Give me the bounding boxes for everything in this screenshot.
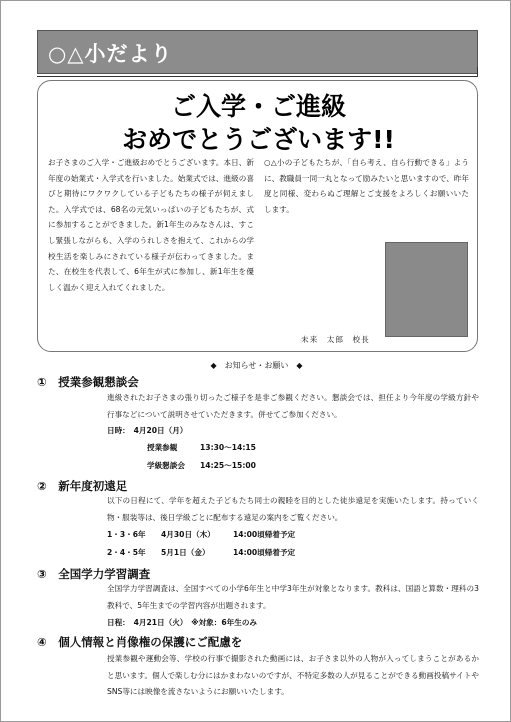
excursion-date: 4月30日（木） bbox=[161, 530, 215, 539]
section-body-national-test: 全国学力学習調査は、全国すべての小学6年生と中学3年生が対象となります。教科は、国語と算数・理科の3教科で、5年生までの学習内容が出題されます。 bbox=[107, 584, 479, 610]
section-title-open-class: ① 授業参観懇談会 bbox=[37, 375, 139, 389]
section-title-excursion: ② 新年度初遠足 bbox=[37, 479, 128, 493]
excursion-grades: 2・4・5年 bbox=[107, 548, 146, 557]
section-body-excursion: 以下の日程にて、学年を超えた子どもたち同士の親睦を目的とした徒歩遠足を実施いたします。持っていく物・服装等は、後日学級ごとに配布する遠足の案内をご覧ください。 bbox=[107, 496, 479, 522]
notices-heading: ◆ お知らせ・お願い ◆ bbox=[210, 361, 303, 370]
excursion-date: 5月1日（金） bbox=[161, 548, 210, 557]
header-band bbox=[37, 30, 478, 74]
excursion-grades: 1・3・6年 bbox=[107, 530, 146, 539]
principal-photo-placeholder bbox=[385, 242, 468, 337]
excursion-return-time: 14:00頃帰着予定 bbox=[233, 548, 296, 557]
greeting-right-paragraph: ○△小の子どもたちが、「自ら考え、自ら行動できる」ように、教職員一同一丸となって励みたいと思いますので、昨年度と同様、変わらぬご理解とご支援をよろしくお願いいたします。 bbox=[264, 158, 469, 214]
greeting-headline-line2: おめでとうございます!! bbox=[122, 125, 395, 154]
excursion-return-time: 14:00頃帰着予定 bbox=[233, 530, 296, 539]
greeting-left-paragraph: お子さまのご入学・ご進級おめでとうございます。本日、新年度の始業式・入学式を行いました。始業式では、進級の喜びと期待にワクワクしている子どもたちの様子が伺えました。入学式では、68名の元気いっぱいの子どもたちが、式に参加することができました。新1年生のみなさんは、すこし緊張しながらも、入学のうれしさを抱えて、これからの学校生活を楽しみにされている様子が伝わってきました。また、在校生を代表して、6年生が式に参加し、新1年生を優しく温かく迎え入れてくれました。 bbox=[48, 158, 254, 292]
national-test-date: 日程： 4月21日（火） ※対象：6年生のみ bbox=[107, 618, 258, 627]
section-title-privacy: ④ 個人情報と肖像権の保護にご配慮を bbox=[37, 635, 243, 649]
section-body-open-class: 進級されたお子さまの張り切ったご様子を是非ご参観ください。懇談会では、担任より今年度の学級方針や行事などについて説明させていただきます。併せてご参加ください。 bbox=[107, 393, 479, 419]
header-divider-tick bbox=[477, 67, 478, 77]
schedule-time: 14:25～15:00 bbox=[200, 461, 256, 470]
schedule-label: 学級懇談会 bbox=[147, 461, 185, 470]
newsletter-title: ○△小だより bbox=[48, 42, 173, 66]
greeting-box bbox=[37, 80, 478, 352]
schedule-time: 13:30～14:15 bbox=[200, 443, 256, 452]
header-divider bbox=[37, 76, 478, 77]
schedule-label: 授業参観 bbox=[147, 443, 178, 452]
open-class-date: 日時： 4月20日（月） bbox=[107, 426, 188, 435]
section-body-privacy: 授業参観や運動会等、学校の行事で撮影された動画には、お子さま以外の人物が入ってしまうことがあるかと思います。個人で楽しむ分にはかまわないのですが、不特定多数の人が見ることができる動画投稿サイトやSNS等には映像を流さないようにお願いいたします。 bbox=[107, 654, 479, 696]
principal-signature: 未来 太郎 校長 bbox=[301, 335, 370, 344]
greeting-headline-line1: ご入学・ご進級 bbox=[170, 92, 346, 121]
section-title-national-test: ③ 全国学力学習調査 bbox=[37, 567, 151, 581]
